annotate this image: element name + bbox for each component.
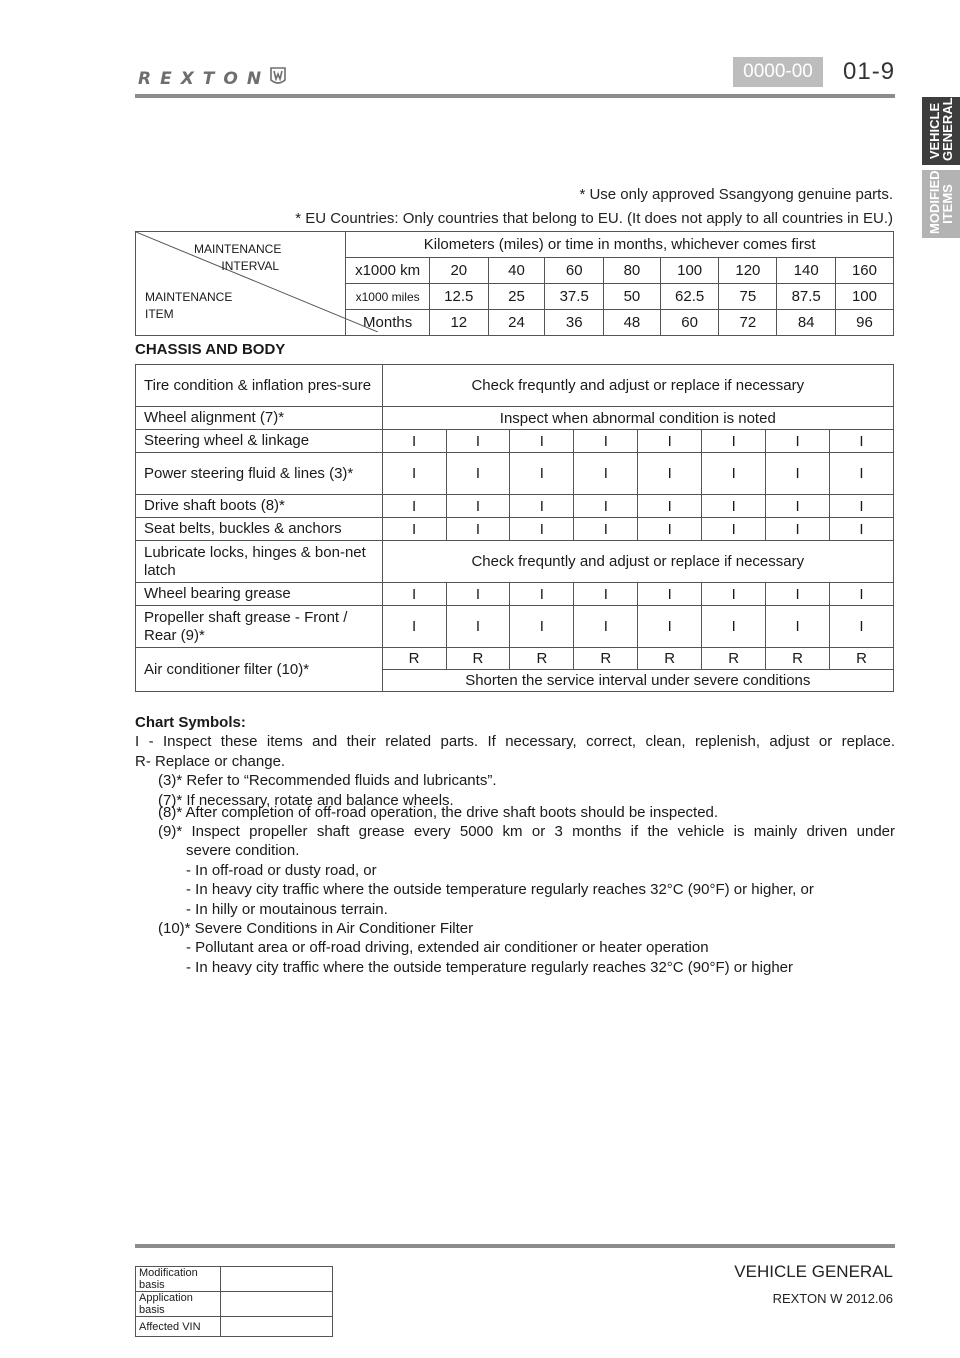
symbol-cell: I (574, 430, 638, 453)
header-divider (135, 94, 895, 98)
item-name: Steering wheel & linkage (136, 430, 383, 453)
interval-cell: 37.5 (545, 284, 604, 310)
symbol-cell: I (574, 495, 638, 518)
interval-row-label: Months (346, 310, 430, 336)
table-row (136, 430, 894, 453)
interval-cell: 87.5 (777, 284, 836, 310)
interval-cell: 20 (430, 258, 489, 284)
table-row (136, 365, 894, 407)
symbol-cell: I (766, 606, 830, 648)
symbol-cell: I (702, 453, 766, 495)
symbol-cell: I (446, 518, 510, 541)
footnote-9: (9)* Inspect propeller shaft grease every 5000 km or 3 months if the vehicle is mainly driven under (158, 823, 895, 841)
symbol-cell: I (382, 583, 446, 606)
symbol-cell: I (446, 430, 510, 453)
maintenance-items-table (135, 364, 894, 692)
interval-cell: 48 (603, 310, 660, 336)
symbol-legend-i: I - Inspect these items and their related parts. If necessary, correct, clean, replenish, adjust or replace. (135, 733, 895, 751)
revision-info-table (135, 1266, 333, 1337)
info-value (221, 1317, 333, 1337)
footer-model: REXTON W 2012.06 (772, 1291, 893, 1306)
table-row (136, 453, 894, 495)
item-name: Propeller shaft grease - Front / Rear (9)* (136, 606, 383, 648)
tab-vehicle-general-label: VEHICLE GENERAL (927, 97, 955, 161)
symbol-cell: R (638, 648, 702, 670)
tab-vehicle-general[interactable] (922, 97, 960, 165)
item-name: Tire condition & inflation pres-sure (136, 365, 383, 407)
symbol-cell: I (382, 495, 446, 518)
symbol-cell: I (382, 430, 446, 453)
info-label: Application basis (136, 1292, 221, 1317)
symbol-cell: R (830, 648, 894, 670)
symbol-cell: I (510, 606, 574, 648)
chart-symbols (135, 713, 895, 977)
symbol-cell: I (830, 583, 894, 606)
symbol-cell: I (766, 430, 830, 453)
symbol-cell: I (446, 583, 510, 606)
footer-divider (135, 1244, 895, 1248)
symbol-cell: I (574, 606, 638, 648)
footer-section-title: VEHICLE GENERAL (734, 1262, 893, 1281)
interval-cell: 50 (603, 284, 660, 310)
interval-cell: 140 (777, 258, 836, 284)
interval-cell: 100 (660, 258, 719, 284)
interval-cell: 60 (545, 258, 604, 284)
symbol-cell: I (766, 583, 830, 606)
interval-cell: 36 (545, 310, 604, 336)
symbol-cell: I (510, 430, 574, 453)
symbol-cell: I (766, 518, 830, 541)
rexton-logo (138, 64, 288, 90)
tab-modified-items-label: MODIFIED ITEMS (927, 170, 955, 234)
symbol-cell: I (830, 518, 894, 541)
footnote-9-cont: severe condition. (186, 842, 300, 860)
table-row (136, 648, 894, 670)
interval-cell: 12.5 (430, 284, 489, 310)
interval-cell: 25 (488, 284, 545, 310)
footnote-7: (7)* If necessary, rotate and balance wheels. (158, 791, 454, 809)
section-title: CHASSIS AND BODY (135, 341, 286, 358)
symbol-cell: I (574, 518, 638, 541)
page-number: 01-9 (843, 58, 896, 85)
table-row (136, 407, 894, 430)
symbol-cell: I (382, 453, 446, 495)
table-row (136, 583, 894, 606)
interval-header-table (135, 231, 894, 336)
interval-row-label: x1000 miles (346, 284, 430, 310)
interval-row-label: x1000 km (346, 258, 430, 284)
symbol-cell: I (830, 495, 894, 518)
symbol-cell: I (510, 583, 574, 606)
interval-cell: 40 (488, 258, 545, 284)
info-label: Affected VIN (136, 1317, 221, 1337)
symbol-cell: I (510, 495, 574, 518)
symbol-cell: I (638, 453, 702, 495)
interval-cell: 60 (660, 310, 719, 336)
note-eu-countries: * EU Countries: Only countries that belong to EU. (It does not apply to all countries in EU.) (295, 210, 893, 227)
item-name: Wheel alignment (7)* (136, 407, 383, 430)
corner-label-interval-1: MAINTENANCE (194, 242, 282, 256)
symbol-cell: R (510, 648, 574, 670)
item-note: Check frequntly and adjust or replace if necessary (382, 541, 893, 583)
symbol-cell: I (446, 453, 510, 495)
symbol-legend-r: R- Replace or change. (135, 752, 286, 770)
item-note: Shorten the service interval under severe conditions (382, 670, 893, 692)
symbol-cell: I (382, 606, 446, 648)
item-name: Wheel bearing grease (136, 583, 383, 606)
interval-cell: 120 (719, 258, 777, 284)
item-note: Inspect when abnormal condition is noted (382, 407, 893, 430)
symbol-cell: R (574, 648, 638, 670)
footnote-9-bullet: - In heavy city traffic where the outside temperature regularly reaches 32°C (90°F) or higher, or (186, 881, 814, 899)
interval-cell: 80 (603, 258, 660, 284)
footnote-8: (8)* After completion of off-road operation, the drive shaft boots should be inspected. (158, 803, 719, 821)
symbol-cell: I (638, 583, 702, 606)
symbol-cell: I (830, 453, 894, 495)
symbol-cell: I (766, 453, 830, 495)
symbol-cell: I (574, 453, 638, 495)
item-name: Seat belts, buckles & anchors (136, 518, 383, 541)
symbol-cell: I (446, 495, 510, 518)
item-name: Air conditioner filter (10)* (136, 648, 383, 692)
section-code-badge: 0000-00 (733, 57, 823, 87)
symbol-cell: I (702, 606, 766, 648)
symbol-cell: I (574, 583, 638, 606)
interval-cell: 62.5 (660, 284, 719, 310)
symbol-cell: I (446, 606, 510, 648)
table-row (136, 518, 894, 541)
symbol-cell: I (510, 518, 574, 541)
interval-cell: 75 (719, 284, 777, 310)
interval-cell: 12 (430, 310, 489, 336)
tab-modified-items[interactable] (922, 170, 960, 238)
table-row (136, 541, 894, 583)
chart-symbols-title: Chart Symbols: (135, 714, 246, 731)
interval-cell: 96 (835, 310, 893, 336)
symbol-cell: I (638, 518, 702, 541)
symbol-cell: I (638, 430, 702, 453)
footnote-10-bullet: - Pollutant area or off-road driving, extended air conditioner or heater operation (186, 939, 709, 957)
item-note: Check frequntly and adjust or replace if necessary (382, 365, 893, 407)
corner-label-interval-2: INTERVAL (221, 259, 279, 273)
corner-label-item-1: MAINTENANCE (145, 290, 233, 304)
interval-cell: 84 (777, 310, 836, 336)
symbol-cell: I (766, 495, 830, 518)
symbol-cell: I (638, 606, 702, 648)
brand-text: REXTON (138, 69, 271, 89)
info-value (221, 1267, 333, 1292)
table-row (136, 606, 894, 648)
symbol-cell: I (702, 495, 766, 518)
symbol-cell: R (702, 648, 766, 670)
footnote-9-bullet: - In off-road or dusty road, or (186, 861, 377, 879)
symbol-cell: I (638, 495, 702, 518)
symbol-cell: I (830, 430, 894, 453)
symbol-cell: I (702, 518, 766, 541)
symbol-cell: R (766, 648, 830, 670)
info-value (221, 1292, 333, 1317)
footnote-10: (10)* Severe Conditions in Air Conditioner Filter (158, 920, 474, 938)
symbol-cell: I (510, 453, 574, 495)
interval-cell: 100 (835, 284, 893, 310)
info-label: Modification basis (136, 1267, 221, 1292)
interval-cell: 72 (719, 310, 777, 336)
interval-cell: 160 (835, 258, 893, 284)
symbol-cell: I (702, 583, 766, 606)
item-name: Drive shaft boots (8)* (136, 495, 383, 518)
item-name: Lubricate locks, hinges & bon-net latch (136, 541, 383, 583)
item-name: Power steering fluid & lines (3)* (136, 453, 383, 495)
table-corner-cell (136, 232, 346, 336)
symbol-cell: I (702, 430, 766, 453)
corner-label-item-2: ITEM (145, 307, 174, 321)
table-row (136, 495, 894, 518)
symbol-cell: I (830, 606, 894, 648)
footnote-10-bullet: - In heavy city traffic where the outside temperature regularly reaches 32°C (90°F) or higher (186, 958, 794, 976)
footnote-9-bullet: - In hilly or moutainous terrain. (186, 900, 388, 918)
interval-span-title: Kilometers (miles) or time in months, whichever comes first (346, 232, 894, 258)
interval-cell: 24 (488, 310, 545, 336)
symbol-cell: I (382, 518, 446, 541)
note-genuine-parts: * Use only approved Ssangyong genuine parts. (579, 186, 893, 203)
symbol-cell: R (382, 648, 446, 670)
footnote-3: (3)* Refer to “Recommended fluids and lubricants”. (158, 772, 497, 790)
symbol-cell: R (446, 648, 510, 670)
